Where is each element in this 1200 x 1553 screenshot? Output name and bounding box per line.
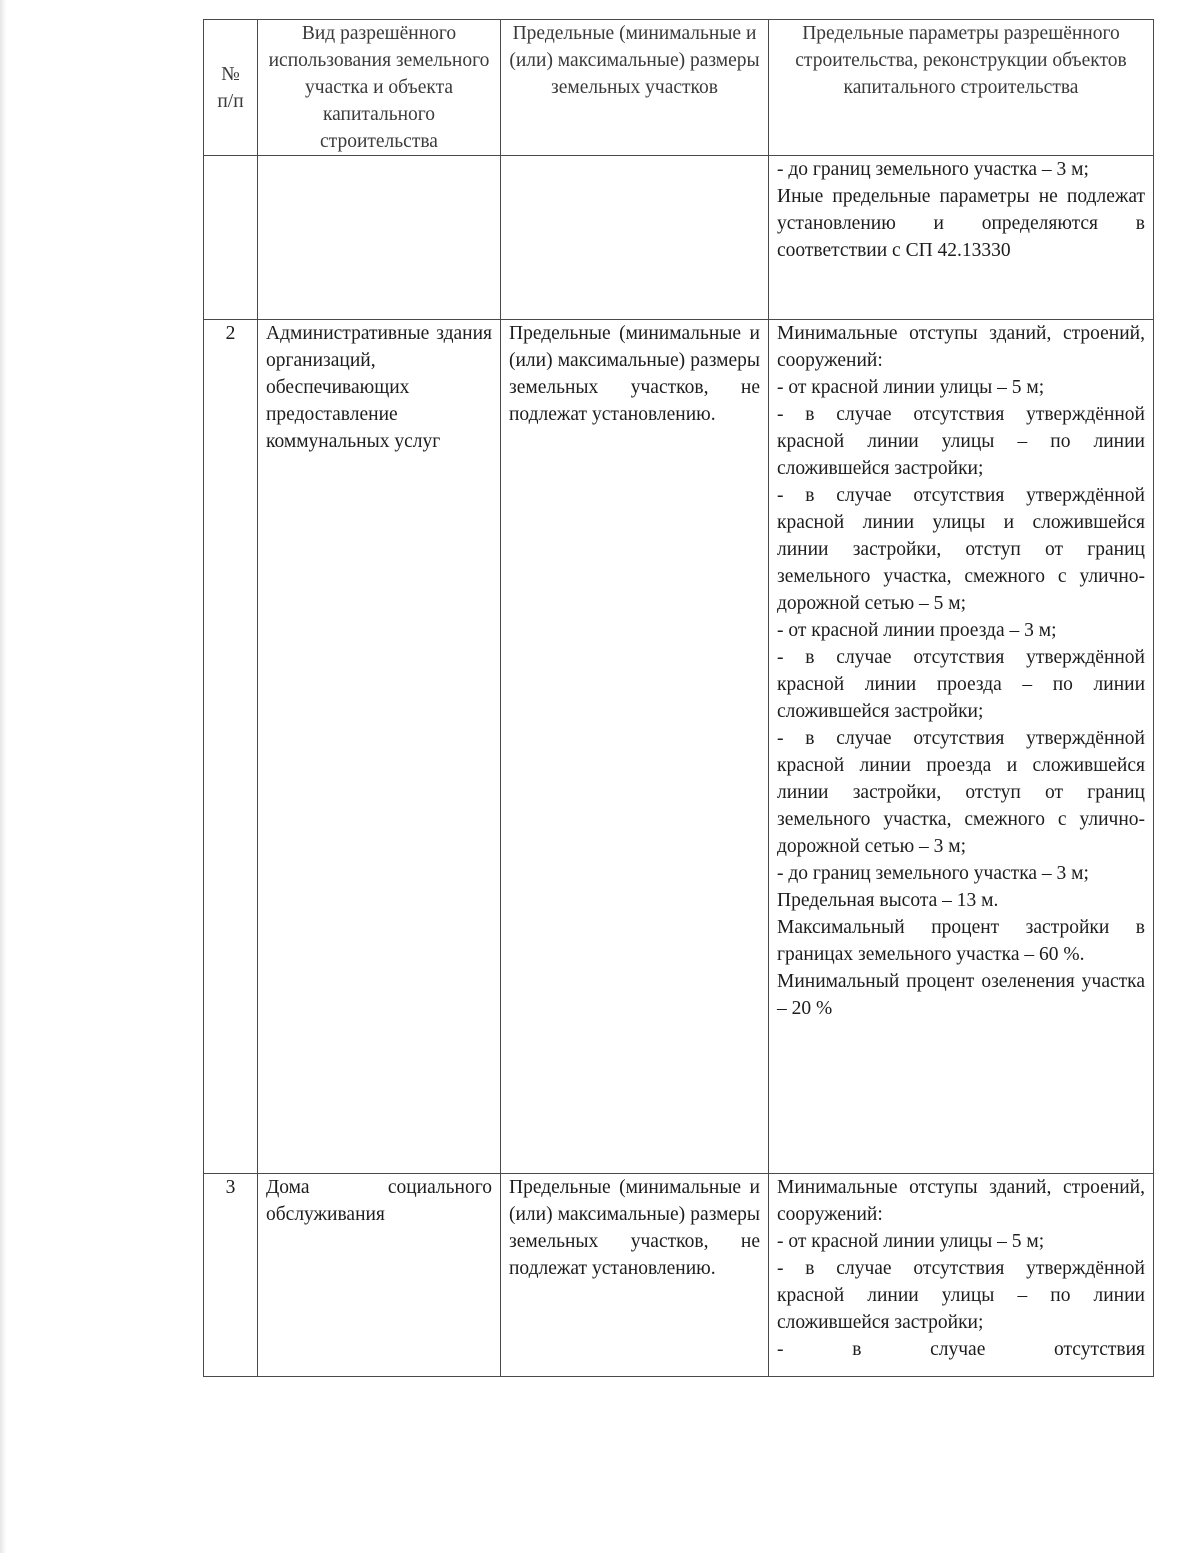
param-line: - в случае отсутствия утверждённой красной линии улицы – по линии сложившейся застройки; xyxy=(777,404,1145,479)
cell-number: 2 xyxy=(204,320,258,1174)
header-use-type: Вид разрешённого использования земельного участка и объекта капитального строительства xyxy=(258,20,501,156)
cell-construction-params xyxy=(769,320,1154,1174)
param-line: - в случае отсутствия xyxy=(777,1339,1145,1360)
param-line: Минимальные отступы зданий, строений, сооружений: xyxy=(777,323,1145,371)
param-line: - в случае отсутствия утверждённой красной линии улицы – по линии сложившейся застройки; xyxy=(777,1258,1145,1333)
param-line: - до границ земельного участка – 3 м; xyxy=(777,863,1089,884)
table-row xyxy=(204,1174,1154,1377)
header-number: № п/п xyxy=(204,20,258,156)
param-line: - в случае отсутствия утверждённой красной линии проезда – по линии сложившейся застройки; xyxy=(777,647,1145,722)
cell-use-type xyxy=(258,156,501,320)
param-line: - до границ земельного участка – 3 м; xyxy=(777,159,1089,180)
param-line: - в случае отсутствия утверждённой красной линии проезда и сложившейся линии застройки, отступ от границ земельного участка, смежного с улично-дорожной сетью – 3 м; xyxy=(777,728,1145,857)
table-row-continuation xyxy=(204,156,1154,320)
cell-use-type: Дома социального обслуживания xyxy=(258,1174,501,1377)
header-plot-size: Предельные (минимальные и (или) максимальные) размеры земельных участков xyxy=(501,20,769,156)
cell-plot-size: Предельные (минимальные и (или) максимальные) размеры земельных участков, не подлежат установлению. xyxy=(501,1174,769,1377)
cell-number xyxy=(204,156,258,320)
land-use-parameters-table xyxy=(203,19,1154,1377)
cell-use-type: Административные здания организаций, обеспечивающих предоставление коммунальных услуг xyxy=(258,320,501,1174)
table-row xyxy=(204,320,1154,1174)
table-header-row xyxy=(204,20,1154,156)
param-line: Предельная высота – 13 м. xyxy=(777,890,999,911)
param-line: Максимальный процент застройки в границах земельного участка – 60 %. xyxy=(777,917,1145,965)
param-line: - от красной линии проезда – 3 м; xyxy=(777,620,1057,641)
param-line: - от красной линии улицы – 5 м; xyxy=(777,1231,1045,1252)
param-line: Минимальные отступы зданий, строений, сооружений: xyxy=(777,1177,1145,1225)
param-line: - от красной линии улицы – 5 м; xyxy=(777,377,1045,398)
param-line: - в случае отсутствия утверждённой красной линии улицы и сложившейся линии застройки, отступ от границ земельного участка, смежного с улично-дорожной сетью – 5 м; xyxy=(777,485,1145,614)
cell-construction-params xyxy=(769,156,1154,320)
cell-plot-size xyxy=(501,156,769,320)
header-construction-params: Предельные параметры разрешённого строительства, реконструкции объектов капитального строительства xyxy=(769,20,1154,156)
cell-number: 3 xyxy=(204,1174,258,1377)
param-line: Иные предельные параметры не подлежат установлению и определяются в соответствии с СП 42.13330 xyxy=(777,186,1145,261)
scan-edge xyxy=(0,0,7,1553)
cell-construction-params xyxy=(769,1174,1154,1377)
cell-plot-size: Предельные (минимальные и (или) максимальные) размеры земельных участков, не подлежат установлению. xyxy=(501,320,769,1174)
param-line: Минимальный процент озеленения участка – 20 % xyxy=(777,971,1145,1019)
